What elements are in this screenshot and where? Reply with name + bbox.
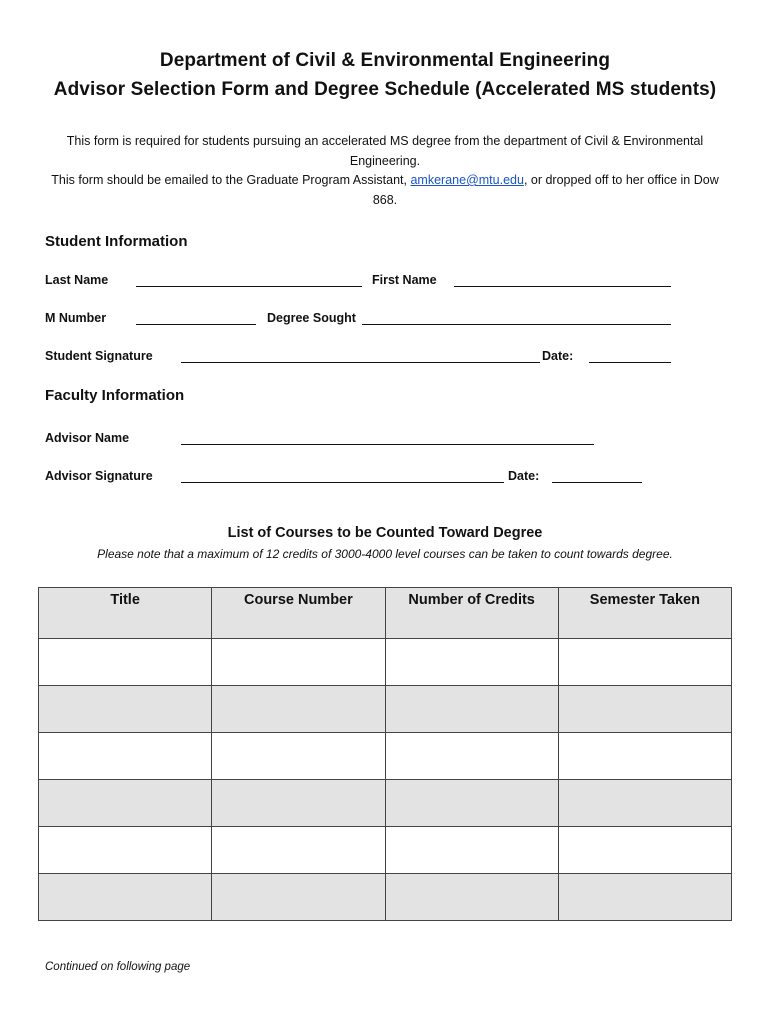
semester-cell[interactable] <box>558 733 731 780</box>
column-header-credits: Number of Credits <box>385 588 558 639</box>
advisor-name-label: Advisor Name <box>45 431 130 445</box>
title-cell[interactable] <box>39 874 212 921</box>
course-number-cell[interactable] <box>212 733 385 780</box>
course-number-cell[interactable] <box>212 780 385 827</box>
semester-cell[interactable] <box>558 780 731 827</box>
advisor-signature-label: Advisor Signature <box>45 469 153 483</box>
intro-paragraph-2 <box>40 171 730 210</box>
form-title-line2: Advisor Selection Form and Degree Schedule (Accelerated MS students) <box>53 79 717 100</box>
advisor-date-field[interactable] <box>552 482 642 483</box>
advisor-signature-field[interactable] <box>181 482 504 483</box>
title-cell[interactable] <box>39 686 212 733</box>
table-row <box>39 639 732 686</box>
m-number-label: M Number <box>45 311 107 325</box>
intro-text-before-email: This form should be emailed to the Graduate Program Assistant, <box>51 173 411 187</box>
column-header-title: Title <box>39 588 212 639</box>
semester-cell[interactable] <box>558 686 731 733</box>
email-link[interactable]: amkerane@mtu.edu <box>410 173 524 187</box>
first-name-label: First Name <box>372 273 437 287</box>
title-cell[interactable] <box>39 780 212 827</box>
degree-sought-label: Degree Sought <box>267 311 356 325</box>
student-date-field[interactable] <box>589 362 671 363</box>
advisor-date-label: Date: <box>508 469 540 483</box>
semester-cell[interactable] <box>558 827 731 874</box>
faculty-info-heading: Faculty Information <box>45 387 185 404</box>
table-row <box>39 827 732 874</box>
course-number-cell[interactable] <box>212 686 385 733</box>
degree-sought-field[interactable] <box>362 324 671 325</box>
first-name-field[interactable] <box>454 286 671 287</box>
student-date-label: Date: <box>542 349 574 363</box>
column-header-semester: Semester Taken <box>558 588 731 639</box>
table-row <box>39 780 732 827</box>
course-number-cell[interactable] <box>212 827 385 874</box>
student-info-heading: Student Information <box>45 233 188 250</box>
advisor-name-field[interactable] <box>181 444 594 445</box>
credits-cell[interactable] <box>385 639 558 686</box>
credits-cell[interactable] <box>385 874 558 921</box>
continued-note: Continued on following page <box>45 961 191 973</box>
table-row <box>39 874 732 921</box>
m-number-field[interactable] <box>136 324 256 325</box>
last-name-label: Last Name <box>45 273 109 287</box>
courses-heading: List of Courses to be Counted Toward Degree <box>227 525 543 541</box>
table-row <box>39 686 732 733</box>
form-title-line1: Department of Civil & Environmental Engineering <box>159 50 611 71</box>
column-header-course-number: Course Number <box>212 588 385 639</box>
last-name-field[interactable] <box>136 286 362 287</box>
credits-cell[interactable] <box>385 827 558 874</box>
title-cell[interactable] <box>39 733 212 780</box>
credits-cell[interactable] <box>385 780 558 827</box>
courses-note: Please note that a maximum of 12 credits of 3000-4000 level courses can be taken to count towards degree. <box>97 547 673 561</box>
semester-cell[interactable] <box>558 874 731 921</box>
credits-cell[interactable] <box>385 733 558 780</box>
table-row <box>39 733 732 780</box>
courses-header-row <box>39 588 732 639</box>
course-number-cell[interactable] <box>212 639 385 686</box>
course-number-cell[interactable] <box>212 874 385 921</box>
title-cell[interactable] <box>39 639 212 686</box>
title-cell[interactable] <box>39 827 212 874</box>
intro-paragraph-1: This form is required for students pursuing an accelerated MS degree from the department of Civil & Environmental Engineering. <box>66 134 704 168</box>
intro-text-after-email: , or dropped off to her office in Dow 868. <box>372 173 719 207</box>
student-signature-label: Student Signature <box>45 349 153 363</box>
student-signature-field[interactable] <box>181 362 540 363</box>
semester-cell[interactable] <box>558 639 731 686</box>
credits-cell[interactable] <box>385 686 558 733</box>
courses-table <box>38 587 732 921</box>
